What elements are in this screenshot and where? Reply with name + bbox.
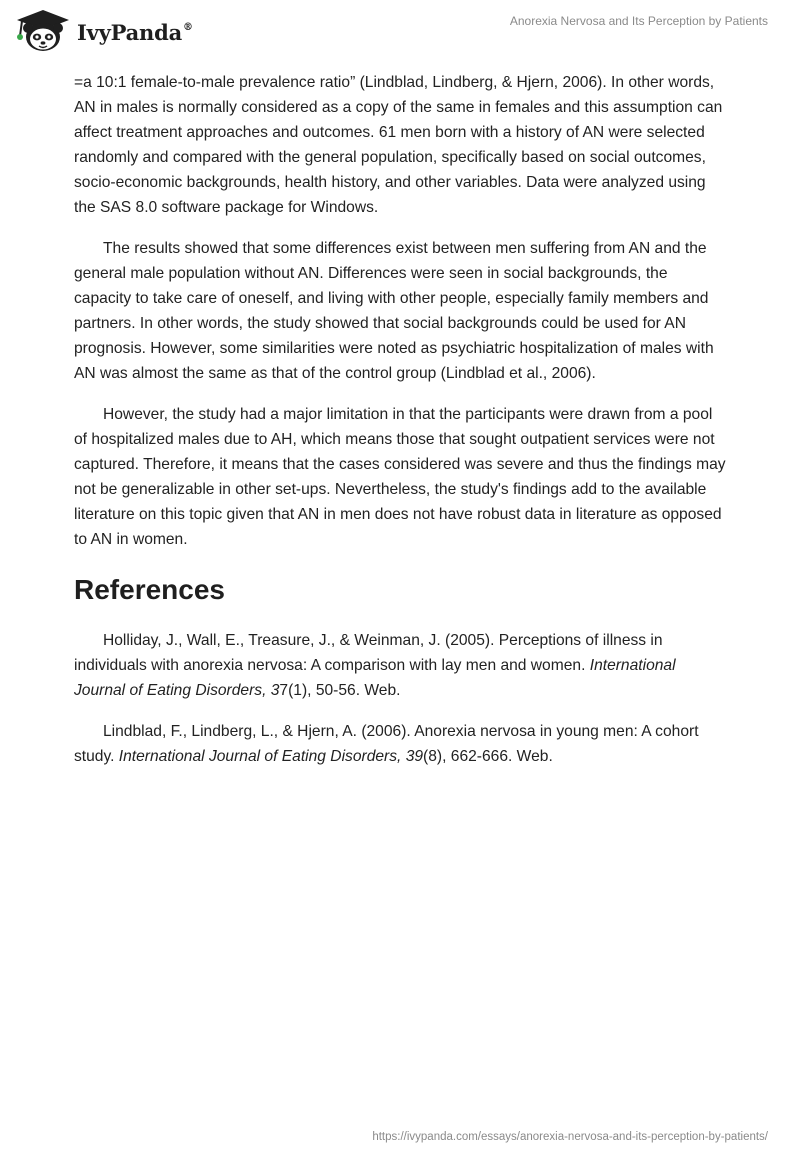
paragraph: =a 10:1 female-to-male prevalence ratio” (Lindblad, Lindberg, & Hjern, 2006). In other words, AN in males is normally considered as a copy of the same in females and this assumption can affect treatment approaches and outcomes. 61 men born with a history of AN were selected randomly and compared with the general population, specifically based on social outcomes, socio-economic backgrounds, health history, and other variables. Data were analyzed using the SAS 8.0 software package for Windows. [74, 74, 723, 216]
page-header [0, 0, 800, 62]
brand-logo[interactable] [14, 8, 193, 52]
references-heading: References [74, 574, 225, 605]
journal-title: International Journal of Eating Disorders, 3 [74, 657, 676, 699]
reference-item: Holliday, J., Wall, E., Treasure, J., & Weinman, J. (2005). Perceptions of illness in individuals with anorexia nervosa: A comparison with lay men and women. International Journal of Eating Disorders, 37(1), 50-56. Web. [74, 632, 676, 699]
brand-name: IvyPanda® [77, 19, 193, 45]
source-url-link[interactable]: https://ivypanda.com/essays/anorexia-nervosa-and-its-perception-by-patients/ [372, 1131, 768, 1143]
essay-body [74, 70, 728, 785]
document-title: Anorexia Nervosa and Its Perception by Patients [509, 14, 768, 28]
paragraph: The results showed that some differences exist between men suffering from AN and the general male population without AN. Differences were seen in social backgrounds, the capacity to take care of oneself, and living with other people, especially family members and partners. In other words, the study showed that social backgrounds could be used for AN prognosis. However, some similarities were noted as psychiatric hospitalization of males with AN was almost the same as that of the control group (Lindblad et al., 2006). [74, 240, 714, 382]
journal-title: International Journal of Eating Disorders, 39 [118, 748, 424, 765]
panda-graduate-icon [14, 8, 72, 52]
paragraph: However, the study had a major limitation in that the participants were drawn from a pool of hospitalized males due to AH, which means those that sought outpatient services were not captured. Therefore, it means that the cases considered was severe and thus the findings may not be generalizable in other set-ups. Nevertheless, the study's findings add to the available literature on this topic given that AN in men does not have robust data in literature as opposed to AN in women. [74, 406, 726, 548]
reference-item: Lindblad, F., Lindberg, L., & Hjern, A. (2006). Anorexia nervosa in young men: A cohort study. International Journal of Eating Disorders, 39(8), 662-666. Web. [74, 723, 699, 765]
